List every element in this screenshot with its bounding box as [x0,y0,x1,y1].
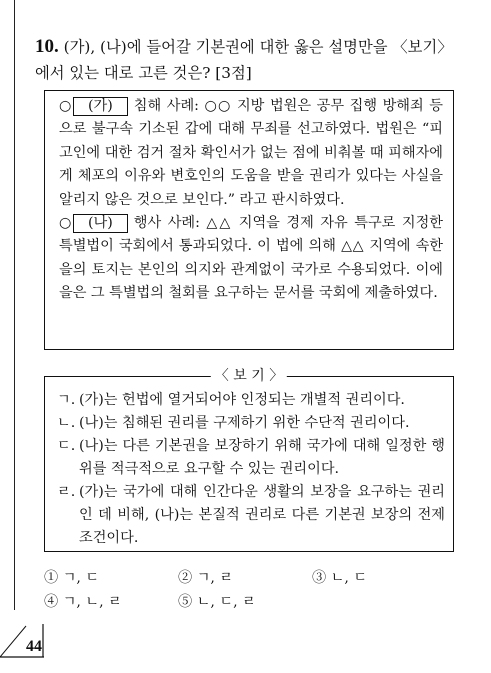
bogi-item [57,389,445,412]
bogi-item [57,435,445,481]
page-number-box [0,624,44,658]
bogi-item-text: (나)는 침해된 권리를 구제하기 위한 수단적 권리이다. [79,415,410,431]
answer-choices [44,566,454,614]
choice-4[interactable]: ④ ㄱ, ㄴ, ㄹ [44,594,122,610]
case-na [59,212,443,306]
case-box [44,90,454,350]
bogi-item-label: ㄴ. [57,415,76,431]
case-text: 침해 사례: ○○ 지방 법원은 공무 집행 방해죄 등으로 불구속 기소된 갑에 대해 무죄를 선고하였다. 법원은 “피고인에 대한 검거 절차 확인서가 없는 점에 비춰볼 때 피해자에게 체포의 이유와 변호인의 도움을 받을 권리가 있다는 사실을 알리지 않은 것으로 보인다.” 라고 판시하였다. [59,98,443,208]
bogi-item-label: ㄷ. [57,438,76,454]
bogi-box [44,368,454,552]
choice-5[interactable]: ⑤ ㄴ, ㄷ, ㄹ [178,594,256,610]
question-text: (가), (나)에 들어갈 기본권에 대한 옳은 설명만을 〈보기〉에서 있는 대로 고른 것은? [3점] [35,38,453,82]
question-stem [35,34,465,86]
bullet-icon: ○ [59,215,72,232]
bullet-icon: ○ [59,98,72,114]
bogi-title: 〈 보 기 〉 [211,367,287,385]
choice-2[interactable]: ② ㄱ, ㄹ [178,570,234,586]
page-number: 44 [26,638,42,655]
case-tag: (나) [73,214,128,233]
bogi-item-text: (가)는 국가에 대해 인간다운 생활의 보장을 요구하는 권리인 데 비해, (나)는 본질적 권리로 다른 기본권 보장의 전제 조건이다. [79,484,445,546]
choice-1[interactable]: ① ㄱ, ㄷ [44,570,100,586]
bogi-item-label: ㄹ. [57,484,76,500]
bogi-item-text: (가)는 헌법에 열거되어야 인정되는 개별적 권리이다. [79,392,405,408]
case-tag: (가) [73,97,128,116]
margin-rule [14,0,15,610]
question-number: 10. [35,36,59,57]
choice-3[interactable]: ③ ㄴ, ㄷ [312,570,368,586]
bogi-item-text: (나)는 다른 기본권을 보장하기 위해 국가에 대해 일정한 행위를 적극적으로 요구할 수 있는 권리이다. [79,438,445,477]
bogi-item-label: ㄱ. [57,392,76,408]
case-ga [59,95,443,212]
bogi-item [57,481,445,550]
bogi-item [57,412,445,435]
case-text: 행사 사례: △△ 지역을 경제 자유 특구로 지정한 특별법이 국회에서 통과되었다. 이 법에 의해 △△ 지역에 속한 을의 토지는 본인의 의지와 관계없이 국가로 수용되었다. 이에 을은 그 특별법의 철회를 요구하는 문서를 국회에 제출하였다. [59,215,443,302]
